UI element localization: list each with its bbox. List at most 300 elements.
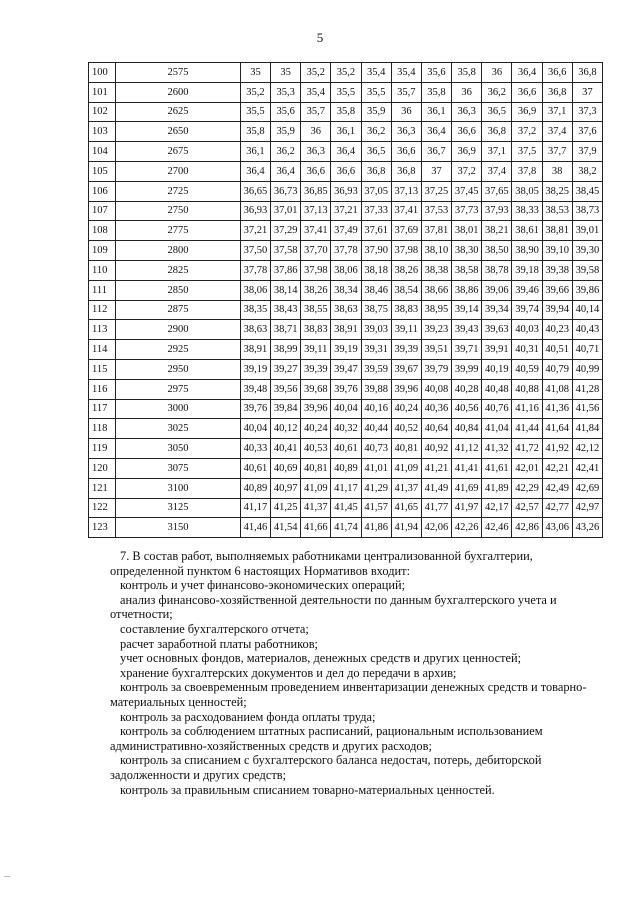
table-cell: 37,1 [542,102,572,122]
table-cell: 36 [482,63,512,83]
table-row [89,518,603,538]
table-cell: 39,74 [512,300,542,320]
duties-list [110,578,596,797]
table-cell: 39,39 [301,359,331,379]
table-cell: 37,7 [542,142,572,162]
table-cell: 38,83 [391,300,421,320]
base-value-cell: 3150 [116,518,241,538]
base-value-cell: 2825 [116,260,241,280]
table-cell: 36,8 [572,63,602,83]
table-cell: 39,18 [512,260,542,280]
table-cell: 39,96 [301,399,331,419]
table-cell: 42,17 [482,498,512,518]
base-value-cell: 2625 [116,102,241,122]
table-cell: 37,33 [361,201,391,221]
table-cell: 40,31 [512,340,542,360]
table-cell: 35,8 [452,63,482,83]
table-cell: 35,6 [271,102,301,122]
table-cell: 36,73 [271,181,301,201]
table-cell: 39,56 [271,379,301,399]
table-cell: 36,65 [240,181,270,201]
table-cell: 36,4 [331,142,361,162]
table-cell: 42,97 [572,498,602,518]
table-cell: 38,58 [452,260,482,280]
table-cell: 38,14 [271,280,301,300]
list-item-text: контроль за своевременным проведением инвентаризации денежных средств и товарно-материальных ценностей; [110,680,587,709]
table-cell: 37,45 [452,181,482,201]
table-cell: 38,55 [301,300,331,320]
table-cell: 36,4 [421,122,451,142]
table-cell: 39,47 [331,359,361,379]
table-cell: 37,13 [391,181,421,201]
table-row [89,399,603,419]
table-cell: 40,24 [301,419,331,439]
table-cell: 37,50 [240,241,270,261]
list-item-text: учет основных фондов, материалов, денежных средств и других ценностей; [120,651,522,666]
table-cell: 38,10 [421,241,451,261]
list-item-text: анализ финансово-хозяйственной деятельности по данным бухгалтерского учета и отчетности; [110,592,557,622]
norms-table [88,62,603,538]
table-cell: 37,2 [452,161,482,181]
table-cell: 39,23 [421,320,451,340]
table-cell: 41,29 [361,478,391,498]
table-cell: 39,34 [482,300,512,320]
table-cell: 36,6 [512,82,542,102]
list-item [110,651,596,666]
list-item [110,783,596,798]
table-cell: 37,86 [271,260,301,280]
list-item [110,666,596,681]
row-number-cell: 106 [89,181,116,201]
table-cell: 41,37 [301,498,331,518]
table-cell: 36,6 [542,63,572,83]
table-cell: 41,44 [512,419,542,439]
table-cell: 40,14 [572,300,602,320]
table-cell: 40,32 [331,419,361,439]
table-cell: 37,93 [482,201,512,221]
table-cell: 40,64 [421,419,451,439]
table-row [89,201,603,221]
table-cell: 40,81 [301,458,331,478]
table-cell: 40,33 [240,439,270,459]
table-cell: 41,12 [452,439,482,459]
table-cell: 40,92 [421,439,451,459]
table-cell: 41,92 [542,439,572,459]
page-number: 5 [316,30,324,45]
table-cell: 41,01 [361,458,391,478]
table-row [89,181,603,201]
table-cell: 38,71 [271,320,301,340]
table-cell: 42,06 [421,518,451,538]
table-cell: 39,66 [542,280,572,300]
table-row [89,379,603,399]
table-cell: 38,53 [542,201,572,221]
table-cell: 38,05 [512,181,542,201]
table-row [89,320,603,340]
base-value-cell: 2775 [116,221,241,241]
table-cell: 38,30 [452,241,482,261]
table-cell: 36,1 [240,142,270,162]
table-cell: 40,61 [240,458,270,478]
table-cell: 35 [240,63,270,83]
list-item [110,622,596,637]
table-cell: 39,14 [452,300,482,320]
table-cell: 40,76 [482,399,512,419]
table-cell: 40,44 [361,419,391,439]
table-cell: 40,12 [271,419,301,439]
paragraph-intro: 7. В состав работ, выполняемых работниками централизованной бухгалтерии, определенной пунктом 6 настоящих Нормативов входит: [110,549,533,578]
table-cell: 37,21 [331,201,361,221]
table-cell: 38,38 [421,260,451,280]
table-cell: 41,25 [271,498,301,518]
table-cell: 35,8 [421,82,451,102]
table-cell: 37,4 [482,161,512,181]
table-cell: 41,66 [301,518,331,538]
table-cell: 40,24 [391,399,421,419]
table-cell: 36,2 [361,122,391,142]
table-cell: 37,13 [301,201,331,221]
table-cell: 39,31 [361,340,391,360]
table-cell: 35,9 [361,102,391,122]
table-cell: 37,98 [301,260,331,280]
table-cell: 42,69 [572,478,602,498]
table-cell: 36,1 [421,102,451,122]
table-cell: 38,06 [331,260,361,280]
table-cell: 41,77 [421,498,451,518]
table-cell: 38,61 [512,221,542,241]
table-cell: 36,2 [271,142,301,162]
table-cell: 39,10 [542,241,572,261]
table-cell: 39,19 [331,340,361,360]
table-cell: 37,70 [301,241,331,261]
row-number-cell: 100 [89,63,116,83]
row-number-cell: 110 [89,260,116,280]
table-cell: 40,23 [542,320,572,340]
base-value-cell: 2650 [116,122,241,142]
row-number-cell: 113 [89,320,116,340]
row-number-cell: 104 [89,142,116,162]
table-cell: 36,4 [271,161,301,181]
table-cell: 40,48 [482,379,512,399]
base-value-cell: 2600 [116,82,241,102]
list-item-text: составление бухгалтерского отчета; [120,621,309,636]
table-cell: 36,8 [361,161,391,181]
table-row [89,340,603,360]
table-cell: 40,69 [271,458,301,478]
table-cell: 39,67 [391,359,421,379]
table-cell: 40,28 [452,379,482,399]
list-item-text: контроль и учет финансово-экономических операций; [120,578,406,593]
table-cell: 39,96 [391,379,421,399]
list-item [110,753,596,782]
table-cell: 37,98 [391,241,421,261]
table-cell: 41,17 [240,498,270,518]
table-cell: 41,16 [512,399,542,419]
table-cell: 42,57 [512,498,542,518]
table-cell: 39,30 [572,241,602,261]
table-cell: 38,34 [331,280,361,300]
list-item-text: хранение бухгалтерских документов и дел до передачи в архив; [120,665,457,680]
table-cell: 41,56 [572,399,602,419]
table-cell: 36,3 [301,142,331,162]
table-cell: 36,6 [391,142,421,162]
table-cell: 38,45 [572,181,602,201]
table-cell: 35,9 [271,122,301,142]
table-cell: 36,2 [482,82,512,102]
list-item [110,637,596,652]
list-item-text: расчет заработной платы работников; [120,636,319,651]
table-cell: 36,3 [391,122,421,142]
table-row [89,419,603,439]
row-number-cell: 103 [89,122,116,142]
row-number-cell: 101 [89,82,116,102]
table-cell: 38,46 [361,280,391,300]
table-cell: 36,6 [331,161,361,181]
table-cell: 37,25 [421,181,451,201]
base-value-cell: 2850 [116,280,241,300]
table-cell: 35,5 [240,102,270,122]
table-cell: 36,8 [542,82,572,102]
table-cell: 36 [391,102,421,122]
table-cell: 42,21 [542,458,572,478]
table-cell: 38,90 [512,241,542,261]
table-cell: 40,71 [572,340,602,360]
table-cell: 41,09 [391,458,421,478]
table-cell: 37,2 [512,122,542,142]
table-cell: 40,03 [512,320,542,340]
table-cell: 37 [572,82,602,102]
table-cell: 38,01 [452,221,482,241]
table-cell: 40,04 [331,399,361,419]
table-cell: 40,41 [271,439,301,459]
table-cell: 38,81 [542,221,572,241]
table-cell: 41,21 [421,458,451,478]
table-cell: 38 [542,161,572,181]
table-cell: 42,77 [542,498,572,518]
table-cell: 37,8 [512,161,542,181]
table-cell: 36 [452,82,482,102]
table-cell: 38,25 [542,181,572,201]
row-number-cell: 105 [89,161,116,181]
table-row [89,458,603,478]
table-cell: 38,83 [301,320,331,340]
table-cell: 37,49 [331,221,361,241]
table-cell: 40,19 [482,359,512,379]
table-cell: 36,9 [512,102,542,122]
table-cell: 36,5 [482,102,512,122]
list-item [110,710,596,725]
table-cell: 41,09 [301,478,331,498]
table-cell: 38,91 [240,340,270,360]
table-cell: 35,4 [361,63,391,83]
table-cell: 35,5 [331,82,361,102]
list-item [110,724,596,753]
table-cell: 41,49 [421,478,451,498]
table-cell: 41,45 [331,498,361,518]
table-cell: 35,2 [301,63,331,83]
table-cell: 38,95 [421,300,451,320]
base-value-cell: 3000 [116,399,241,419]
table-cell: 40,73 [361,439,391,459]
table-cell: 38,86 [452,280,482,300]
table-cell: 37,29 [271,221,301,241]
base-value-cell: 2800 [116,241,241,261]
table-cell: 38,75 [361,300,391,320]
table-cell: 36,1 [331,122,361,142]
table-cell: 41,46 [240,518,270,538]
row-number-cell: 107 [89,201,116,221]
table-cell: 36,3 [452,102,482,122]
table-cell: 36,6 [301,161,331,181]
table-cell: 39,79 [421,359,451,379]
table-cell: 42,49 [542,478,572,498]
table-row [89,221,603,241]
table-cell: 38,99 [271,340,301,360]
table-cell: 36,93 [240,201,270,221]
table-cell: 42,86 [512,518,542,538]
table-cell: 39,76 [240,399,270,419]
table-row [89,300,603,320]
table-cell: 39,88 [361,379,391,399]
table-cell: 36,93 [331,181,361,201]
table-cell: 35,3 [271,82,301,102]
table-row [89,161,603,181]
table-cell: 36,5 [361,142,391,162]
row-number-cell: 109 [89,241,116,261]
table-cell: 38,21 [482,221,512,241]
base-value-cell: 2875 [116,300,241,320]
table-cell: 39,58 [572,260,602,280]
list-item-text: контроль за расходованием фонда оплаты труда; [120,709,376,724]
table-cell: 38,50 [482,241,512,261]
table-cell: 39,68 [301,379,331,399]
table-cell: 42,26 [452,518,482,538]
list-item [110,680,596,709]
table-cell: 39,03 [361,320,391,340]
row-number-cell: 116 [89,379,116,399]
table-cell: 42,01 [512,458,542,478]
table-cell: 35,8 [240,122,270,142]
table-cell: 41,17 [331,478,361,498]
table-cell: 35,6 [421,63,451,83]
table-cell: 39,11 [391,320,421,340]
list-item-text: контроль за правильным списанием товарно-материальных ценностей. [120,782,495,797]
table-cell: 35,4 [301,82,331,102]
base-value-cell: 2950 [116,359,241,379]
table-cell: 40,99 [572,359,602,379]
table-cell: 35,7 [391,82,421,102]
table-cell: 39,63 [482,320,512,340]
table-row [89,82,603,102]
table-cell: 42,41 [572,458,602,478]
row-number-cell: 123 [89,518,116,538]
table-cell: 40,36 [421,399,451,419]
table-cell: 37,01 [271,201,301,221]
base-value-cell: 3075 [116,458,241,478]
base-value-cell: 2925 [116,340,241,360]
table-cell: 39,06 [482,280,512,300]
table-cell: 37,1 [482,142,512,162]
table-cell: 36,4 [240,161,270,181]
table-cell: 36,9 [452,142,482,162]
table-cell: 36 [301,122,331,142]
table-cell: 37,58 [271,241,301,261]
table-row [89,359,603,379]
table-cell: 37,9 [572,142,602,162]
list-item [110,593,596,622]
table-cell: 37,78 [240,260,270,280]
norms-table-body [89,63,603,538]
table-cell: 37,4 [542,122,572,142]
table-cell: 38,91 [331,320,361,340]
table-row [89,102,603,122]
base-value-cell: 2975 [116,379,241,399]
table-cell: 41,08 [542,379,572,399]
table-cell: 40,97 [271,478,301,498]
table-cell: 39,84 [271,399,301,419]
base-value-cell: 2700 [116,161,241,181]
table-cell: 41,61 [482,458,512,478]
table-cell: 41,84 [572,419,602,439]
table-cell: 41,89 [482,478,512,498]
table-cell: 38,63 [240,320,270,340]
table-cell: 39,76 [331,379,361,399]
table-cell: 37,21 [240,221,270,241]
table-cell: 41,04 [482,419,512,439]
table-row [89,478,603,498]
table-cell: 36,4 [512,63,542,83]
row-number-cell: 115 [89,359,116,379]
table-cell: 36,85 [301,181,331,201]
table-row [89,122,603,142]
table-cell: 37,90 [361,241,391,261]
table-cell: 35,8 [331,102,361,122]
list-item-text: контроль за соблюдением штатных расписаний, рациональным использованием административно-хозяйственных средств и других расходов; [110,724,543,753]
table-cell: 40,84 [452,419,482,439]
row-number-cell: 118 [89,419,116,439]
table-cell: 35,4 [391,63,421,83]
table-cell: 40,59 [512,359,542,379]
table-cell: 39,59 [361,359,391,379]
table-cell: 39,01 [572,221,602,241]
table-cell: 38,66 [421,280,451,300]
table-cell: 38,54 [391,280,421,300]
row-number-cell: 120 [89,458,116,478]
table-cell: 39,48 [240,379,270,399]
table-cell: 40,89 [331,458,361,478]
table-cell: 38,18 [361,260,391,280]
table-cell: 39,39 [391,340,421,360]
table-cell: 41,72 [512,439,542,459]
table-cell: 40,53 [301,439,331,459]
table-cell: 39,38 [542,260,572,280]
table-row [89,63,603,83]
table-cell: 40,79 [542,359,572,379]
table-cell: 41,36 [542,399,572,419]
table-cell: 35,7 [301,102,331,122]
table-cell: 40,16 [361,399,391,419]
table-cell: 42,12 [572,439,602,459]
base-value-cell: 3050 [116,439,241,459]
table-cell: 39,86 [572,280,602,300]
row-number-cell: 117 [89,399,116,419]
table-cell: 39,43 [452,320,482,340]
table-cell: 39,71 [452,340,482,360]
table-cell: 39,91 [482,340,512,360]
table-cell: 38,33 [512,201,542,221]
table-cell: 37,41 [391,201,421,221]
table-cell: 41,86 [361,518,391,538]
